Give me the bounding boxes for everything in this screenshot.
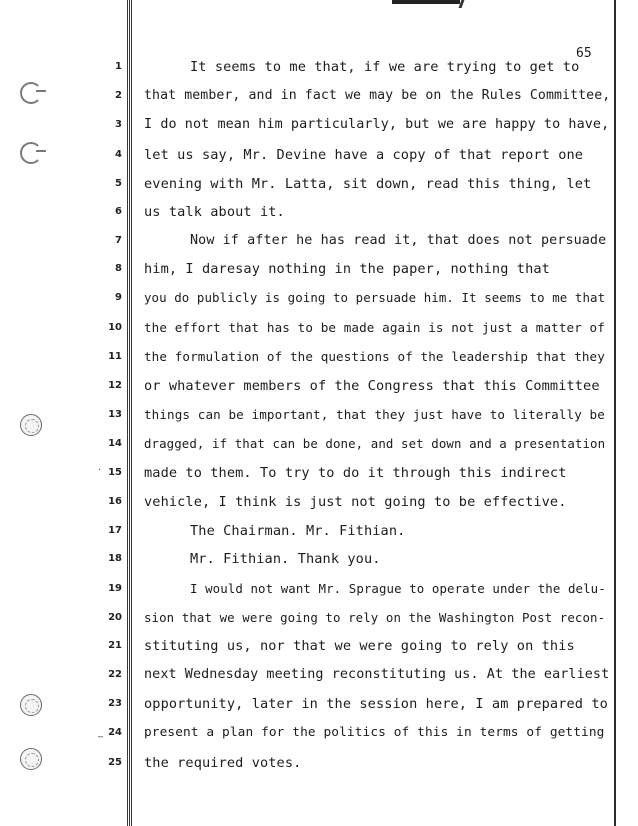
transcript-line: Now if after he has read it, that does not persuade <box>190 233 607 248</box>
transcript-line: the required votes. <box>144 755 302 771</box>
line-number: 1 <box>115 61 122 72</box>
line-number: 8 <box>115 263 122 274</box>
transcript-line: us talk about it. <box>144 204 285 220</box>
left-margin-rule <box>131 0 132 826</box>
line-number: 22 <box>108 669 122 680</box>
punch-hole-icon <box>20 82 42 104</box>
transcript-line: you do publicly is going to persuade him. It seems to me that <box>144 290 606 305</box>
line-number: 4 <box>115 149 122 160</box>
transcript-line: It seems to me that, if we are trying to get to <box>190 59 580 75</box>
line-number: 13 <box>108 409 122 420</box>
line-number: 3 <box>115 119 122 130</box>
line-number: 25 <box>108 757 122 768</box>
transcript-line: next Wednesday meeting reconstituting us. At the earliest <box>144 667 610 682</box>
transcript-line: dragged, if that can be done, and set down and a presentation <box>144 436 606 451</box>
transcript-line: made to them. To try to do it through this indirect <box>144 465 567 481</box>
line-number: 19 <box>108 583 122 594</box>
line-number: 20 <box>108 612 122 623</box>
transcript-line: evening with Mr. Latta, sit down, read this thing, let <box>144 176 592 192</box>
transcript-line: let us say, Mr. Devine have a copy of that report one <box>144 147 584 163</box>
line-number: 14 <box>108 438 122 449</box>
line-number: 12 <box>108 380 122 391</box>
right-margin-rule <box>614 0 616 826</box>
page-number: 65 <box>576 46 592 61</box>
transcript-line: things can be important, that they just have to literally be <box>144 407 605 422</box>
transcript-line: the formulation of the questions of the leadership that they <box>144 349 605 364</box>
punch-hole-icon <box>20 414 42 436</box>
line-number: 17 <box>108 525 122 536</box>
margin-tick: · <box>98 465 102 476</box>
line-number: 11 <box>108 351 122 362</box>
left-margin-rule <box>129 0 130 826</box>
line-number: 18 <box>108 553 122 564</box>
punch-hole-icon <box>20 748 42 770</box>
line-number: 21 <box>108 640 122 651</box>
transcript-line: I do not mean him particularly, but we are happy to have, <box>144 117 610 132</box>
left-margin-rule <box>127 0 128 826</box>
transcript-line: him, I daresay nothing in the paper, nothing that <box>144 261 550 277</box>
transcript-line: sion that we were going to rely on the Washington Post recon- <box>144 610 606 625</box>
punch-hole-icon <box>20 694 42 716</box>
transcript-line: Mr. Fithian. Thank you. <box>190 551 381 567</box>
line-number: 5 <box>115 178 122 189</box>
transcript-line: the effort that has to be made again is not just a matter of <box>144 320 605 335</box>
transcript-line: opportunity, later in the session here, I am prepared to <box>144 696 608 712</box>
transcript-line: or whatever members of the Congress that this Committee <box>144 378 600 394</box>
line-number: 6 <box>115 206 122 217</box>
transcript-line: present a plan for the politics of this in terms of getting <box>144 725 605 740</box>
transcript-line: The Chairman. Mr. Fithian. <box>190 523 406 539</box>
line-number: 16 <box>108 496 122 507</box>
line-number: 15 <box>108 467 122 478</box>
line-number: 9 <box>115 292 122 303</box>
transcript-line: I would not want Mr. Sprague to operate under the delu- <box>190 581 606 596</box>
transcript-line: that member, and in fact we may be on the Rules Committee, <box>144 88 611 103</box>
line-number: 2 <box>115 90 122 101</box>
transcript-line: stituting us, nor that we were going to rely on this <box>144 638 575 654</box>
top-edge-mark <box>392 0 460 4</box>
margin-tick: _ <box>98 727 103 738</box>
line-number: 24 <box>108 727 122 738</box>
punch-hole-icon <box>20 142 42 164</box>
transcript-line: vehicle, I think is just not going to be effective. <box>144 494 567 510</box>
line-number: 23 <box>108 698 122 709</box>
line-number: 7 <box>115 235 122 246</box>
line-number: 10 <box>108 322 122 333</box>
